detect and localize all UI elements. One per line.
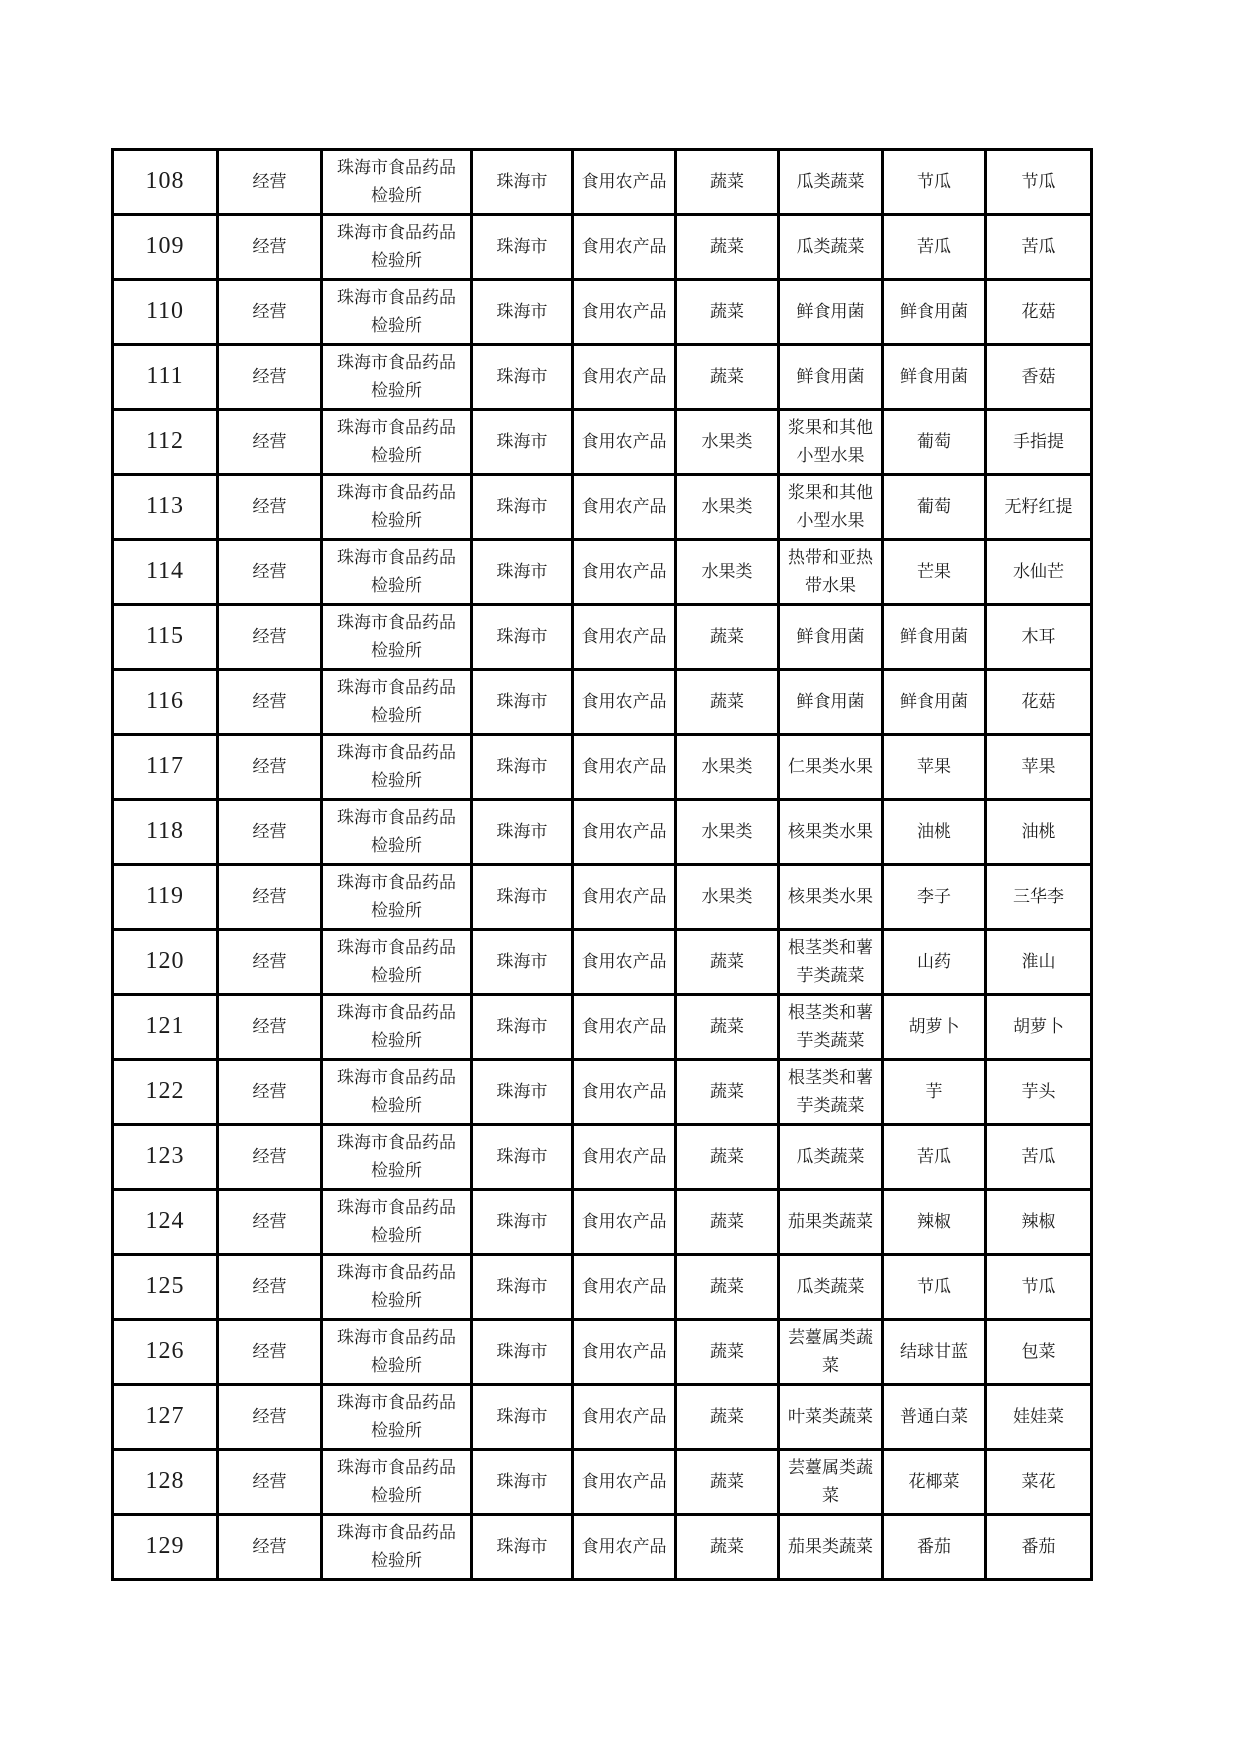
product-class-cell: 浆果和其他小型水果 <box>779 475 883 540</box>
product-detail-cell: 香菇 <box>986 345 1092 410</box>
product-class-cell: 仁果类水果 <box>779 735 883 800</box>
product-class-cell: 叶菜类蔬菜 <box>779 1385 883 1450</box>
inspection-institute-cell: 珠海市食品药品检验所 <box>322 1190 472 1255</box>
product-detail-cell: 苦瓜 <box>986 1125 1092 1190</box>
city-cell: 珠海市 <box>472 670 573 735</box>
operation-type-cell: 经营 <box>218 735 322 800</box>
product-category-cell: 食用农产品 <box>573 540 676 605</box>
product-category-cell: 食用农产品 <box>573 475 676 540</box>
product-detail-cell: 芋头 <box>986 1060 1092 1125</box>
table-row <box>113 475 1092 540</box>
table-row <box>113 1320 1092 1385</box>
city-cell: 珠海市 <box>472 280 573 345</box>
row-number-cell: 127 <box>113 1385 218 1450</box>
table-row <box>113 1190 1092 1255</box>
product-name-cell: 鲜食用菌 <box>883 280 986 345</box>
product-category-cell: 食用农产品 <box>573 800 676 865</box>
operation-type-cell: 经营 <box>218 995 322 1060</box>
product-type-cell: 蔬菜 <box>676 605 779 670</box>
table-row <box>113 670 1092 735</box>
product-name-cell: 芋 <box>883 1060 986 1125</box>
product-detail-cell: 节瓜 <box>986 1255 1092 1320</box>
product-class-cell: 浆果和其他小型水果 <box>779 410 883 475</box>
row-number-cell: 116 <box>113 670 218 735</box>
product-category-cell: 食用农产品 <box>573 865 676 930</box>
product-name-cell: 花椰菜 <box>883 1450 986 1515</box>
operation-type-cell: 经营 <box>218 540 322 605</box>
inspection-institute-cell: 珠海市食品药品检验所 <box>322 410 472 475</box>
city-cell: 珠海市 <box>472 1515 573 1580</box>
city-cell: 珠海市 <box>472 150 573 215</box>
inspection-institute-cell: 珠海市食品药品检验所 <box>322 1515 472 1580</box>
product-detail-cell: 淮山 <box>986 930 1092 995</box>
product-name-cell: 鲜食用菌 <box>883 605 986 670</box>
operation-type-cell: 经营 <box>218 280 322 345</box>
city-cell: 珠海市 <box>472 215 573 280</box>
inspection-institute-cell: 珠海市食品药品检验所 <box>322 1385 472 1450</box>
table-row <box>113 930 1092 995</box>
product-name-cell: 山药 <box>883 930 986 995</box>
product-type-cell: 蔬菜 <box>676 670 779 735</box>
operation-type-cell: 经营 <box>218 1255 322 1320</box>
product-type-cell: 蔬菜 <box>676 995 779 1060</box>
product-type-cell: 蔬菜 <box>676 930 779 995</box>
product-name-cell: 节瓜 <box>883 150 986 215</box>
row-number-cell: 113 <box>113 475 218 540</box>
product-type-cell: 水果类 <box>676 865 779 930</box>
product-type-cell: 蔬菜 <box>676 345 779 410</box>
operation-type-cell: 经营 <box>218 410 322 475</box>
table-row <box>113 410 1092 475</box>
inspection-institute-cell: 珠海市食品药品检验所 <box>322 280 472 345</box>
row-number-cell: 126 <box>113 1320 218 1385</box>
row-number-cell: 110 <box>113 280 218 345</box>
inspection-institute-cell: 珠海市食品药品检验所 <box>322 1125 472 1190</box>
city-cell: 珠海市 <box>472 540 573 605</box>
product-name-cell: 胡萝卜 <box>883 995 986 1060</box>
product-detail-cell: 苹果 <box>986 735 1092 800</box>
operation-type-cell: 经营 <box>218 670 322 735</box>
product-type-cell: 水果类 <box>676 540 779 605</box>
sample-table <box>111 148 1093 1581</box>
inspection-institute-cell: 珠海市食品药品检验所 <box>322 475 472 540</box>
inspection-institute-cell: 珠海市食品药品检验所 <box>322 215 472 280</box>
table-row <box>113 605 1092 670</box>
product-type-cell: 蔬菜 <box>676 1060 779 1125</box>
product-category-cell: 食用农产品 <box>573 345 676 410</box>
row-number-cell: 123 <box>113 1125 218 1190</box>
row-number-cell: 112 <box>113 410 218 475</box>
inspection-institute-cell: 珠海市食品药品检验所 <box>322 605 472 670</box>
product-category-cell: 食用农产品 <box>573 1320 676 1385</box>
operation-type-cell: 经营 <box>218 1125 322 1190</box>
city-cell: 珠海市 <box>472 1125 573 1190</box>
table-row <box>113 995 1092 1060</box>
product-class-cell: 根茎类和薯芋类蔬菜 <box>779 930 883 995</box>
product-type-cell: 水果类 <box>676 800 779 865</box>
table-row <box>113 280 1092 345</box>
inspection-institute-cell: 珠海市食品药品检验所 <box>322 995 472 1060</box>
product-class-cell: 热带和亚热带水果 <box>779 540 883 605</box>
product-class-cell: 瓜类蔬菜 <box>779 1125 883 1190</box>
operation-type-cell: 经营 <box>218 1060 322 1125</box>
operation-type-cell: 经营 <box>218 215 322 280</box>
city-cell: 珠海市 <box>472 1060 573 1125</box>
product-type-cell: 蔬菜 <box>676 1320 779 1385</box>
product-name-cell: 普通白菜 <box>883 1385 986 1450</box>
inspection-institute-cell: 珠海市食品药品检验所 <box>322 1450 472 1515</box>
product-name-cell: 油桃 <box>883 800 986 865</box>
product-category-cell: 食用农产品 <box>573 1385 676 1450</box>
table-row <box>113 1255 1092 1320</box>
product-name-cell: 李子 <box>883 865 986 930</box>
product-class-cell: 瓜类蔬菜 <box>779 150 883 215</box>
city-cell: 珠海市 <box>472 995 573 1060</box>
table-row <box>113 540 1092 605</box>
city-cell: 珠海市 <box>472 1255 573 1320</box>
city-cell: 珠海市 <box>472 1320 573 1385</box>
product-class-cell: 芸薹属类蔬菜 <box>779 1450 883 1515</box>
product-class-cell: 芸薹属类蔬菜 <box>779 1320 883 1385</box>
product-category-cell: 食用农产品 <box>573 410 676 475</box>
inspection-institute-cell: 珠海市食品药品检验所 <box>322 345 472 410</box>
product-class-cell: 根茎类和薯芋类蔬菜 <box>779 995 883 1060</box>
product-type-cell: 蔬菜 <box>676 280 779 345</box>
product-detail-cell: 节瓜 <box>986 150 1092 215</box>
product-name-cell: 鲜食用菌 <box>883 345 986 410</box>
product-type-cell: 蔬菜 <box>676 1515 779 1580</box>
product-name-cell: 番茄 <box>883 1515 986 1580</box>
product-type-cell: 蔬菜 <box>676 215 779 280</box>
row-number-cell: 119 <box>113 865 218 930</box>
city-cell: 珠海市 <box>472 930 573 995</box>
product-name-cell: 葡萄 <box>883 475 986 540</box>
inspection-institute-cell: 珠海市食品药品检验所 <box>322 930 472 995</box>
product-name-cell: 节瓜 <box>883 1255 986 1320</box>
row-number-cell: 129 <box>113 1515 218 1580</box>
product-name-cell: 苦瓜 <box>883 1125 986 1190</box>
product-category-cell: 食用农产品 <box>573 930 676 995</box>
inspection-institute-cell: 珠海市食品药品检验所 <box>322 540 472 605</box>
product-class-cell: 鲜食用菌 <box>779 670 883 735</box>
product-name-cell: 葡萄 <box>883 410 986 475</box>
row-number-cell: 115 <box>113 605 218 670</box>
row-number-cell: 124 <box>113 1190 218 1255</box>
product-class-cell: 瓜类蔬菜 <box>779 215 883 280</box>
operation-type-cell: 经营 <box>218 345 322 410</box>
inspection-institute-cell: 珠海市食品药品检验所 <box>322 735 472 800</box>
product-name-cell: 苹果 <box>883 735 986 800</box>
product-category-cell: 食用农产品 <box>573 215 676 280</box>
product-detail-cell: 胡萝卜 <box>986 995 1092 1060</box>
inspection-institute-cell: 珠海市食品药品检验所 <box>322 800 472 865</box>
product-category-cell: 食用农产品 <box>573 995 676 1060</box>
product-type-cell: 蔬菜 <box>676 1385 779 1450</box>
product-class-cell: 根茎类和薯芋类蔬菜 <box>779 1060 883 1125</box>
product-type-cell: 蔬菜 <box>676 1125 779 1190</box>
product-class-cell: 鲜食用菌 <box>779 280 883 345</box>
row-number-cell: 109 <box>113 215 218 280</box>
product-category-cell: 食用农产品 <box>573 1190 676 1255</box>
city-cell: 珠海市 <box>472 345 573 410</box>
table-row <box>113 1515 1092 1580</box>
product-category-cell: 食用农产品 <box>573 1060 676 1125</box>
product-class-cell: 瓜类蔬菜 <box>779 1255 883 1320</box>
product-class-cell: 茄果类蔬菜 <box>779 1190 883 1255</box>
table-row <box>113 800 1092 865</box>
product-category-cell: 食用农产品 <box>573 150 676 215</box>
row-number-cell: 111 <box>113 345 218 410</box>
product-type-cell: 水果类 <box>676 475 779 540</box>
product-category-cell: 食用农产品 <box>573 280 676 345</box>
product-category-cell: 食用农产品 <box>573 670 676 735</box>
product-detail-cell: 手指提 <box>986 410 1092 475</box>
operation-type-cell: 经营 <box>218 865 322 930</box>
city-cell: 珠海市 <box>472 1190 573 1255</box>
operation-type-cell: 经营 <box>218 1450 322 1515</box>
inspection-institute-cell: 珠海市食品药品检验所 <box>322 1320 472 1385</box>
city-cell: 珠海市 <box>472 865 573 930</box>
operation-type-cell: 经营 <box>218 1190 322 1255</box>
product-type-cell: 蔬菜 <box>676 1255 779 1320</box>
product-detail-cell: 花菇 <box>986 670 1092 735</box>
product-name-cell: 苦瓜 <box>883 215 986 280</box>
inspection-institute-cell: 珠海市食品药品检验所 <box>322 865 472 930</box>
product-class-cell: 核果类水果 <box>779 865 883 930</box>
table-row <box>113 215 1092 280</box>
table-row <box>113 345 1092 410</box>
row-number-cell: 117 <box>113 735 218 800</box>
row-number-cell: 121 <box>113 995 218 1060</box>
product-category-cell: 食用农产品 <box>573 1450 676 1515</box>
city-cell: 珠海市 <box>472 1385 573 1450</box>
city-cell: 珠海市 <box>472 735 573 800</box>
product-detail-cell: 三华李 <box>986 865 1092 930</box>
product-class-cell: 鲜食用菌 <box>779 345 883 410</box>
product-name-cell: 鲜食用菌 <box>883 670 986 735</box>
operation-type-cell: 经营 <box>218 1385 322 1450</box>
product-detail-cell: 辣椒 <box>986 1190 1092 1255</box>
product-detail-cell: 苦瓜 <box>986 215 1092 280</box>
row-number-cell: 114 <box>113 540 218 605</box>
product-category-cell: 食用农产品 <box>573 605 676 670</box>
city-cell: 珠海市 <box>472 1450 573 1515</box>
city-cell: 珠海市 <box>472 410 573 475</box>
operation-type-cell: 经营 <box>218 475 322 540</box>
inspection-institute-cell: 珠海市食品药品检验所 <box>322 1060 472 1125</box>
inspection-institute-cell: 珠海市食品药品检验所 <box>322 150 472 215</box>
table-row <box>113 1385 1092 1450</box>
operation-type-cell: 经营 <box>218 605 322 670</box>
table-row <box>113 1125 1092 1190</box>
product-name-cell: 辣椒 <box>883 1190 986 1255</box>
product-detail-cell: 无籽红提 <box>986 475 1092 540</box>
product-detail-cell: 水仙芒 <box>986 540 1092 605</box>
product-name-cell: 芒果 <box>883 540 986 605</box>
operation-type-cell: 经营 <box>218 1515 322 1580</box>
product-detail-cell: 木耳 <box>986 605 1092 670</box>
city-cell: 珠海市 <box>472 475 573 540</box>
product-detail-cell: 娃娃菜 <box>986 1385 1092 1450</box>
row-number-cell: 125 <box>113 1255 218 1320</box>
operation-type-cell: 经营 <box>218 930 322 995</box>
row-number-cell: 120 <box>113 930 218 995</box>
table-row <box>113 735 1092 800</box>
table-row <box>113 150 1092 215</box>
row-number-cell: 118 <box>113 800 218 865</box>
table-row <box>113 1450 1092 1515</box>
city-cell: 珠海市 <box>472 800 573 865</box>
product-type-cell: 蔬菜 <box>676 1450 779 1515</box>
product-name-cell: 结球甘蓝 <box>883 1320 986 1385</box>
product-class-cell: 核果类水果 <box>779 800 883 865</box>
product-type-cell: 蔬菜 <box>676 1190 779 1255</box>
product-type-cell: 蔬菜 <box>676 150 779 215</box>
product-class-cell: 茄果类蔬菜 <box>779 1515 883 1580</box>
product-detail-cell: 包菜 <box>986 1320 1092 1385</box>
product-detail-cell: 番茄 <box>986 1515 1092 1580</box>
product-class-cell: 鲜食用菌 <box>779 605 883 670</box>
product-type-cell: 水果类 <box>676 735 779 800</box>
row-number-cell: 122 <box>113 1060 218 1125</box>
operation-type-cell: 经营 <box>218 150 322 215</box>
product-category-cell: 食用农产品 <box>573 1255 676 1320</box>
product-detail-cell: 油桃 <box>986 800 1092 865</box>
product-detail-cell: 花菇 <box>986 280 1092 345</box>
city-cell: 珠海市 <box>472 605 573 670</box>
row-number-cell: 108 <box>113 150 218 215</box>
table-row <box>113 1060 1092 1125</box>
inspection-institute-cell: 珠海市食品药品检验所 <box>322 1255 472 1320</box>
operation-type-cell: 经营 <box>218 1320 322 1385</box>
product-type-cell: 水果类 <box>676 410 779 475</box>
inspection-institute-cell: 珠海市食品药品检验所 <box>322 670 472 735</box>
table-row <box>113 865 1092 930</box>
product-detail-cell: 菜花 <box>986 1450 1092 1515</box>
operation-type-cell: 经营 <box>218 800 322 865</box>
table-body <box>113 150 1092 1580</box>
row-number-cell: 128 <box>113 1450 218 1515</box>
product-category-cell: 食用农产品 <box>573 1515 676 1580</box>
product-category-cell: 食用农产品 <box>573 735 676 800</box>
product-category-cell: 食用农产品 <box>573 1125 676 1190</box>
